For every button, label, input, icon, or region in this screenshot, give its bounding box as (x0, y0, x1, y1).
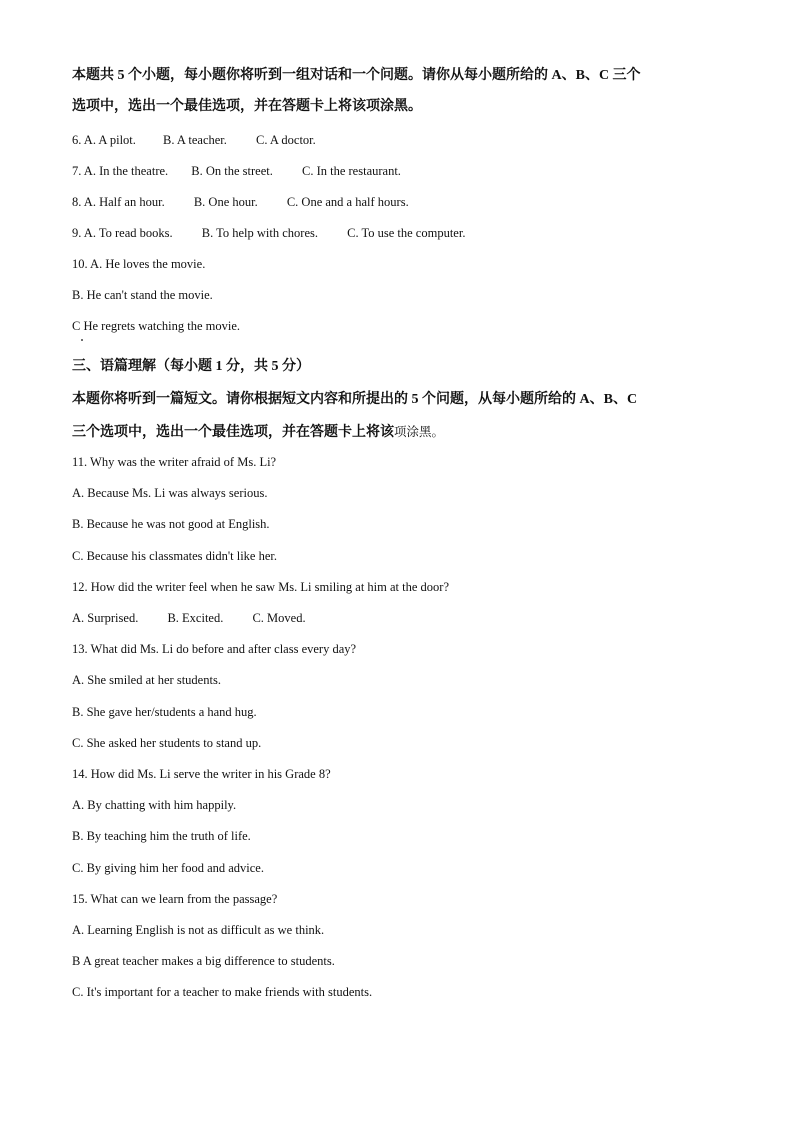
question-12-options (72, 610, 306, 626)
q11-option-a: A. Because Ms. Li was always serious. (72, 486, 268, 500)
q7-option-b: B. On the street. (191, 164, 273, 178)
section3-instruction-line2-bold: 三个选项中，选出一个最佳选项，并在答题卡上将该 (72, 425, 394, 440)
question-11: 11. Why was the writer afraid of Ms. Li? (72, 455, 277, 469)
q6-option-a: 6. A. A pilot. (72, 133, 136, 147)
section3-instruction-line1: 本题你将听到一篇短文。请你根据短文内容和所提出的 5 个问题，从每小题所给的 A、B、C (72, 392, 638, 407)
q11-option-c: C. Because his classmates didn't like her. (72, 549, 277, 563)
section3-title: 三、语篇理解（每小题 1 分，共 5 分） (72, 359, 310, 374)
q7-option-a: 7. A. In the theatre. (72, 164, 169, 178)
q6-option-c: C. A doctor. (256, 133, 316, 147)
section2-instruction-line2: 选项中，选出一个最佳选项，并在答题卡上将该项涂黑。 (72, 99, 422, 114)
section3-instruction-line2 (72, 424, 444, 441)
question-12: 12. How did the writer feel when he saw Ms. Li smiling at him at the door? (72, 580, 450, 594)
section2-instruction-line1: 本题共 5 个小题，每小题你将听到一组对话和一个问题。请你从每小题所给的 A、B、C 三个 (72, 68, 641, 83)
q14-option-a: A. By chatting with him happily. (72, 798, 237, 812)
q13-option-b: B. She gave her/students a hand hug. (72, 705, 257, 719)
q7-option-c: C. In the restaurant. (302, 164, 401, 178)
q12-option-b: B. Excited. (167, 611, 224, 625)
q10-option-b: B. He can't stand the movie. (72, 288, 213, 302)
question-7 (72, 163, 401, 179)
section3-instruction-line2-plain: 项涂黑。 (394, 425, 445, 439)
q9-option-a: 9. A. To read books. (72, 226, 173, 240)
question-6 (72, 132, 316, 148)
q14-option-b: B. By teaching him the truth of life. (72, 829, 251, 843)
q15-option-b: B A great teacher makes a big difference to students. (72, 954, 335, 968)
stray-dot (81, 339, 83, 341)
q14-option-c: C. By giving him her food and advice. (72, 861, 264, 875)
q12-option-a: A. Surprised. (72, 611, 139, 625)
question-8 (72, 194, 409, 210)
q6-option-b: B. A teacher. (163, 133, 227, 147)
q13-option-a: A. She smiled at her students. (72, 673, 221, 687)
q10-option-c: C He regrets watching the movie. (72, 319, 241, 333)
question-13: 13. What did Ms. Li do before and after class every day? (72, 642, 357, 656)
question-15: 15. What can we learn from the passage? (72, 892, 278, 906)
q15-option-c: C. It's important for a teacher to make friends with students. (72, 985, 373, 999)
q9-option-c: C. To use the computer. (347, 226, 466, 240)
q8-option-a: 8. A. Half an hour. (72, 195, 165, 209)
q13-option-c: C. She asked her students to stand up. (72, 736, 262, 750)
q10-option-a: 10. A. He loves the movie. (72, 257, 206, 271)
q12-option-c: C. Moved. (252, 611, 306, 625)
question-14: 14. How did Ms. Li serve the writer in his Grade 8? (72, 767, 331, 781)
q8-option-c: C. One and a half hours. (286, 195, 409, 209)
q9-option-b: B. To help with chores. (201, 226, 318, 240)
q8-option-b: B. One hour. (193, 195, 258, 209)
question-9 (72, 225, 465, 241)
q15-option-a: A. Learning English is not as difficult as we think. (72, 923, 325, 937)
q11-option-b: B. Because he was not good at English. (72, 517, 270, 531)
